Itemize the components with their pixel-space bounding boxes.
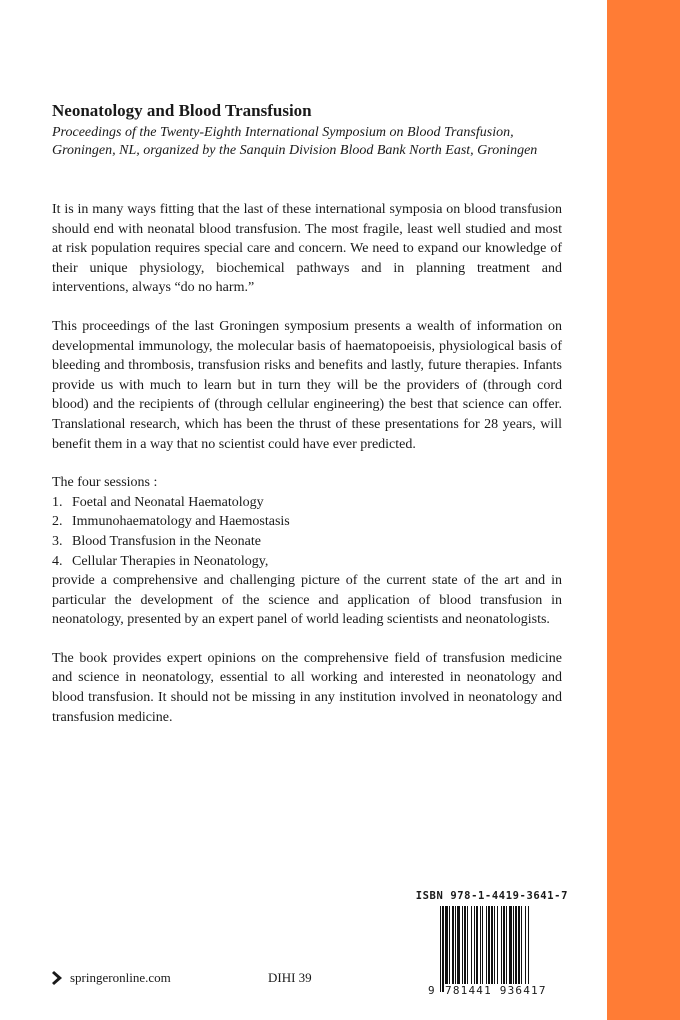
ean-digits: 781441 936417 [445, 984, 547, 997]
sessions-list [52, 493, 562, 571]
barcode-bar [521, 906, 522, 984]
barcode-bar [488, 906, 490, 992]
session-item [52, 493, 562, 513]
barcode-bar [494, 906, 495, 984]
barcode-bar [501, 906, 502, 984]
barcode-bar [442, 906, 444, 992]
barcode-bar [457, 906, 460, 984]
barcode-bar [449, 906, 450, 984]
sessions-outro: provide a comprehensive and challenging picture of the current state of the art and in particular the development of the science and application of blood transfusion in neonatology, presented by an expert panel of world leading scientists and neonatologists. [52, 573, 562, 628]
barcode-bar [497, 906, 498, 984]
barcode-bar [476, 906, 478, 984]
barcode-bar [528, 906, 529, 992]
barcode-bar [480, 906, 481, 984]
publisher-link-text[interactable]: springeronline.com [70, 970, 171, 985]
session-item [52, 532, 562, 552]
closing-paragraph: The book provides expert opinions on the comprehensive field of transfusion medicine and science in neonatology, essential to all working and interested in neonatology and blood transfusion. It should not be missing in any institution involved in neonatology and transfusion medicine. [52, 650, 562, 725]
barcode-bar [452, 906, 454, 984]
barcode-bar [471, 906, 472, 984]
subtitle-line-1: Proceedings of the Twenty-Eighth International Symposium on Blood Transfusion, [52, 125, 514, 140]
barcode-bar [467, 906, 468, 984]
book-title: Neonatology and Blood Transfusion [52, 101, 312, 120]
cover-spine-band [607, 0, 680, 1020]
session-number: 2. [52, 514, 63, 530]
chevron-right-icon [52, 971, 64, 985]
isbn-barcode-block [408, 890, 568, 998]
publisher-link[interactable] [52, 970, 171, 986]
session-label: Immunohaematology and Haemostasis [72, 514, 290, 530]
subtitle-line-2: Groningen, NL, organized by the Sanquin Division Blood Bank North East, Groningen [52, 143, 538, 158]
barcode-bar [518, 906, 520, 984]
barcode-bar [462, 906, 463, 984]
session-number: 1. [52, 494, 63, 510]
sessions-intro: The four sessions : [52, 475, 158, 491]
session-item [52, 552, 562, 572]
barcode-wrap [408, 906, 568, 998]
session-number: 3. [52, 533, 63, 549]
barcode-bar [525, 906, 526, 992]
barcode-bar [503, 906, 505, 984]
barcode-bar [486, 906, 487, 992]
sessions-section [52, 473, 562, 630]
session-label: Cellular Therapies in Neonatology, [72, 553, 269, 569]
product-code: DIHI 39 [268, 970, 312, 985]
book-subtitle [52, 124, 562, 160]
content-paragraph: This proceedings of the last Groningen symposium presents a wealth of information on developmental immunology, the molecular basis of haematopoeisis, physiological basis of bleeding and thrombosis, transfusion risks and benefits and lastly, future therapies. Infants provide us with much to learn but in turn they will be the providers of (through cord blood) and the recipients of (through cellular engineering) the best that science can offer. Translational research, which has been the thrust of these presentations for 28 years, will benefit them in a way that no scientist could have ever predicted. [52, 318, 562, 452]
barcode-bar [515, 906, 517, 984]
barcode-bar [464, 906, 466, 984]
isbn-label: ISBN 978-1-4419-3641-7 [415, 890, 568, 902]
barcode-bar [513, 906, 514, 984]
barcode-bar [455, 906, 456, 984]
session-number: 4. [52, 553, 63, 569]
session-label: Blood Transfusion in the Neonate [72, 533, 261, 549]
session-item [52, 512, 562, 532]
barcode-bar [482, 906, 483, 984]
barcode-bar [509, 906, 512, 984]
session-label: Foetal and Neonatal Haematology [72, 494, 264, 510]
barcode-bar [440, 906, 441, 992]
barcode-bar [506, 906, 507, 984]
barcode-icon [440, 906, 566, 992]
barcode-bar [491, 906, 493, 984]
barcode-bar [474, 906, 475, 984]
back-cover-text [52, 100, 562, 727]
intro-paragraph: It is in many ways fitting that the last of these international symposia on blood transfusion should end with neonatal blood transfusion. The most fragile, least well studied and most at risk population requires special care and concern. We need to expand our knowledge of their unique physiology, biochemical pathways and in planning treatment and interventions, always “do no harm.” [52, 202, 562, 296]
barcode-bar [445, 906, 448, 984]
ean-first-digit: 9 [428, 984, 435, 997]
